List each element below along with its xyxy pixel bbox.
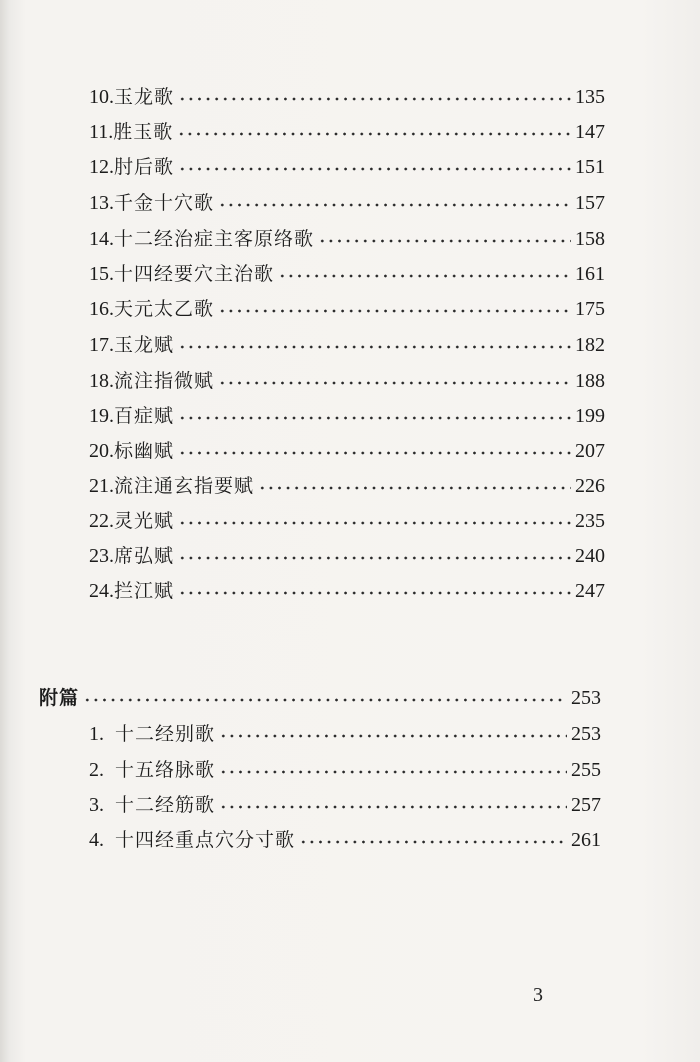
entry-title: 十二经别歌	[115, 723, 216, 745]
entry-number: 17.	[89, 334, 114, 356]
entry-number: 21.	[89, 475, 114, 497]
dot-leader	[178, 556, 571, 560]
dot-leader	[218, 203, 571, 207]
dot-leader	[219, 770, 567, 774]
appendix-entry-1	[89, 719, 601, 749]
dot-leader	[218, 381, 571, 385]
toc-entry-20	[89, 436, 605, 466]
page-number: 3	[533, 984, 543, 1006]
entry-title: 标幽赋	[114, 440, 175, 462]
dot-leader	[218, 309, 571, 313]
toc-entry-12	[89, 152, 605, 182]
entry-number: 11.	[89, 121, 114, 143]
entry-page-number: 135	[575, 86, 605, 108]
entry-number: 13.	[89, 192, 114, 214]
dot-leader	[178, 591, 571, 595]
entry-page-number: 157	[575, 192, 605, 214]
entry-page-number: 261	[571, 829, 601, 851]
toc-entry-10	[89, 82, 605, 112]
entry-title: 十四经要穴主治歌	[114, 263, 275, 285]
entry-page-number: 257	[571, 794, 601, 816]
dot-leader	[299, 840, 567, 844]
entry-title: 灵光赋	[114, 510, 175, 532]
entry-number: 20.	[89, 440, 114, 462]
toc-entry-18	[89, 366, 605, 396]
dot-leader	[178, 345, 571, 349]
dot-leader	[258, 486, 571, 490]
dot-leader	[178, 167, 571, 171]
entry-number: 15.	[89, 263, 114, 285]
toc-entry-14	[89, 224, 605, 254]
entry-title: 肘后歌	[114, 156, 175, 178]
appendix-heading	[39, 683, 601, 713]
toc-entry-19	[89, 401, 605, 431]
entry-number: 18.	[89, 370, 114, 392]
entry-page-number: 188	[575, 370, 605, 392]
entry-title: 玉龙歌	[114, 86, 175, 108]
entry-number: 16.	[89, 298, 114, 320]
entry-number: 1.	[89, 723, 104, 745]
entry-page-number: 151	[575, 156, 605, 178]
entry-page-number: 240	[575, 545, 605, 567]
entry-title: 十二经筋歌	[115, 794, 216, 816]
toc-entry-17	[89, 330, 605, 360]
toc-entry-13	[89, 188, 605, 218]
dot-leader	[178, 416, 571, 420]
entry-title: 十二经治症主客原络歌	[114, 228, 315, 250]
toc-entry-22	[89, 506, 605, 536]
entry-title: 拦江赋	[114, 580, 175, 602]
dot-leader	[177, 132, 571, 136]
toc-entry-16	[89, 294, 605, 324]
entry-title: 胜玉歌	[113, 121, 174, 143]
entry-page-number: 199	[575, 405, 605, 427]
entry-title: 玉龙赋	[114, 334, 175, 356]
entry-title: 千金十穴歌	[114, 192, 215, 214]
entry-title: 流注指微赋	[114, 370, 215, 392]
dot-leader	[83, 698, 567, 702]
entry-title: 流注通玄指要赋	[114, 475, 255, 497]
dot-leader	[178, 521, 571, 525]
appendix-page-number: 253	[571, 687, 601, 709]
toc-entry-23	[89, 541, 605, 571]
entry-number: 23.	[89, 545, 114, 567]
appendix-title: 附篇	[39, 687, 80, 709]
dot-leader	[178, 97, 571, 101]
entry-page-number: 226	[575, 475, 605, 497]
dot-leader	[178, 451, 571, 455]
dot-leader	[278, 274, 571, 278]
toc-entry-15	[89, 259, 605, 289]
entry-page-number: 255	[571, 759, 601, 781]
entry-page-number: 158	[575, 228, 605, 250]
entry-number: 3.	[89, 794, 104, 816]
entry-page-number: 235	[575, 510, 605, 532]
dot-leader	[219, 734, 567, 738]
entry-number: 12.	[89, 156, 114, 178]
entry-number: 10.	[89, 86, 114, 108]
appendix-entry-3	[89, 790, 601, 820]
entry-page-number: 253	[571, 723, 601, 745]
appendix-entry-2	[89, 755, 601, 785]
dot-leader	[219, 805, 567, 809]
entry-title: 席弘赋	[114, 545, 175, 567]
entry-page-number: 207	[575, 440, 605, 462]
entry-page-number: 161	[575, 263, 605, 285]
dot-leader	[318, 239, 571, 243]
entry-number: 22.	[89, 510, 114, 532]
entry-page-number: 147	[575, 121, 605, 143]
entry-number: 4.	[89, 829, 104, 851]
entry-number: 2.	[89, 759, 104, 781]
toc-entry-24	[89, 576, 605, 606]
entry-page-number: 175	[575, 298, 605, 320]
toc-entry-11	[89, 117, 605, 147]
entry-title: 天元太乙歌	[114, 298, 215, 320]
entry-number: 24.	[89, 580, 114, 602]
entry-number: 19.	[89, 405, 114, 427]
appendix-entry-4	[89, 825, 601, 855]
entry-title: 十五络脉歌	[115, 759, 216, 781]
entry-number: 14.	[89, 228, 114, 250]
entry-title: 十四经重点穴分寸歌	[115, 829, 296, 851]
toc-entry-21	[89, 471, 605, 501]
entry-title: 百症赋	[114, 405, 175, 427]
entry-page-number: 182	[575, 334, 605, 356]
entry-page-number: 247	[575, 580, 605, 602]
